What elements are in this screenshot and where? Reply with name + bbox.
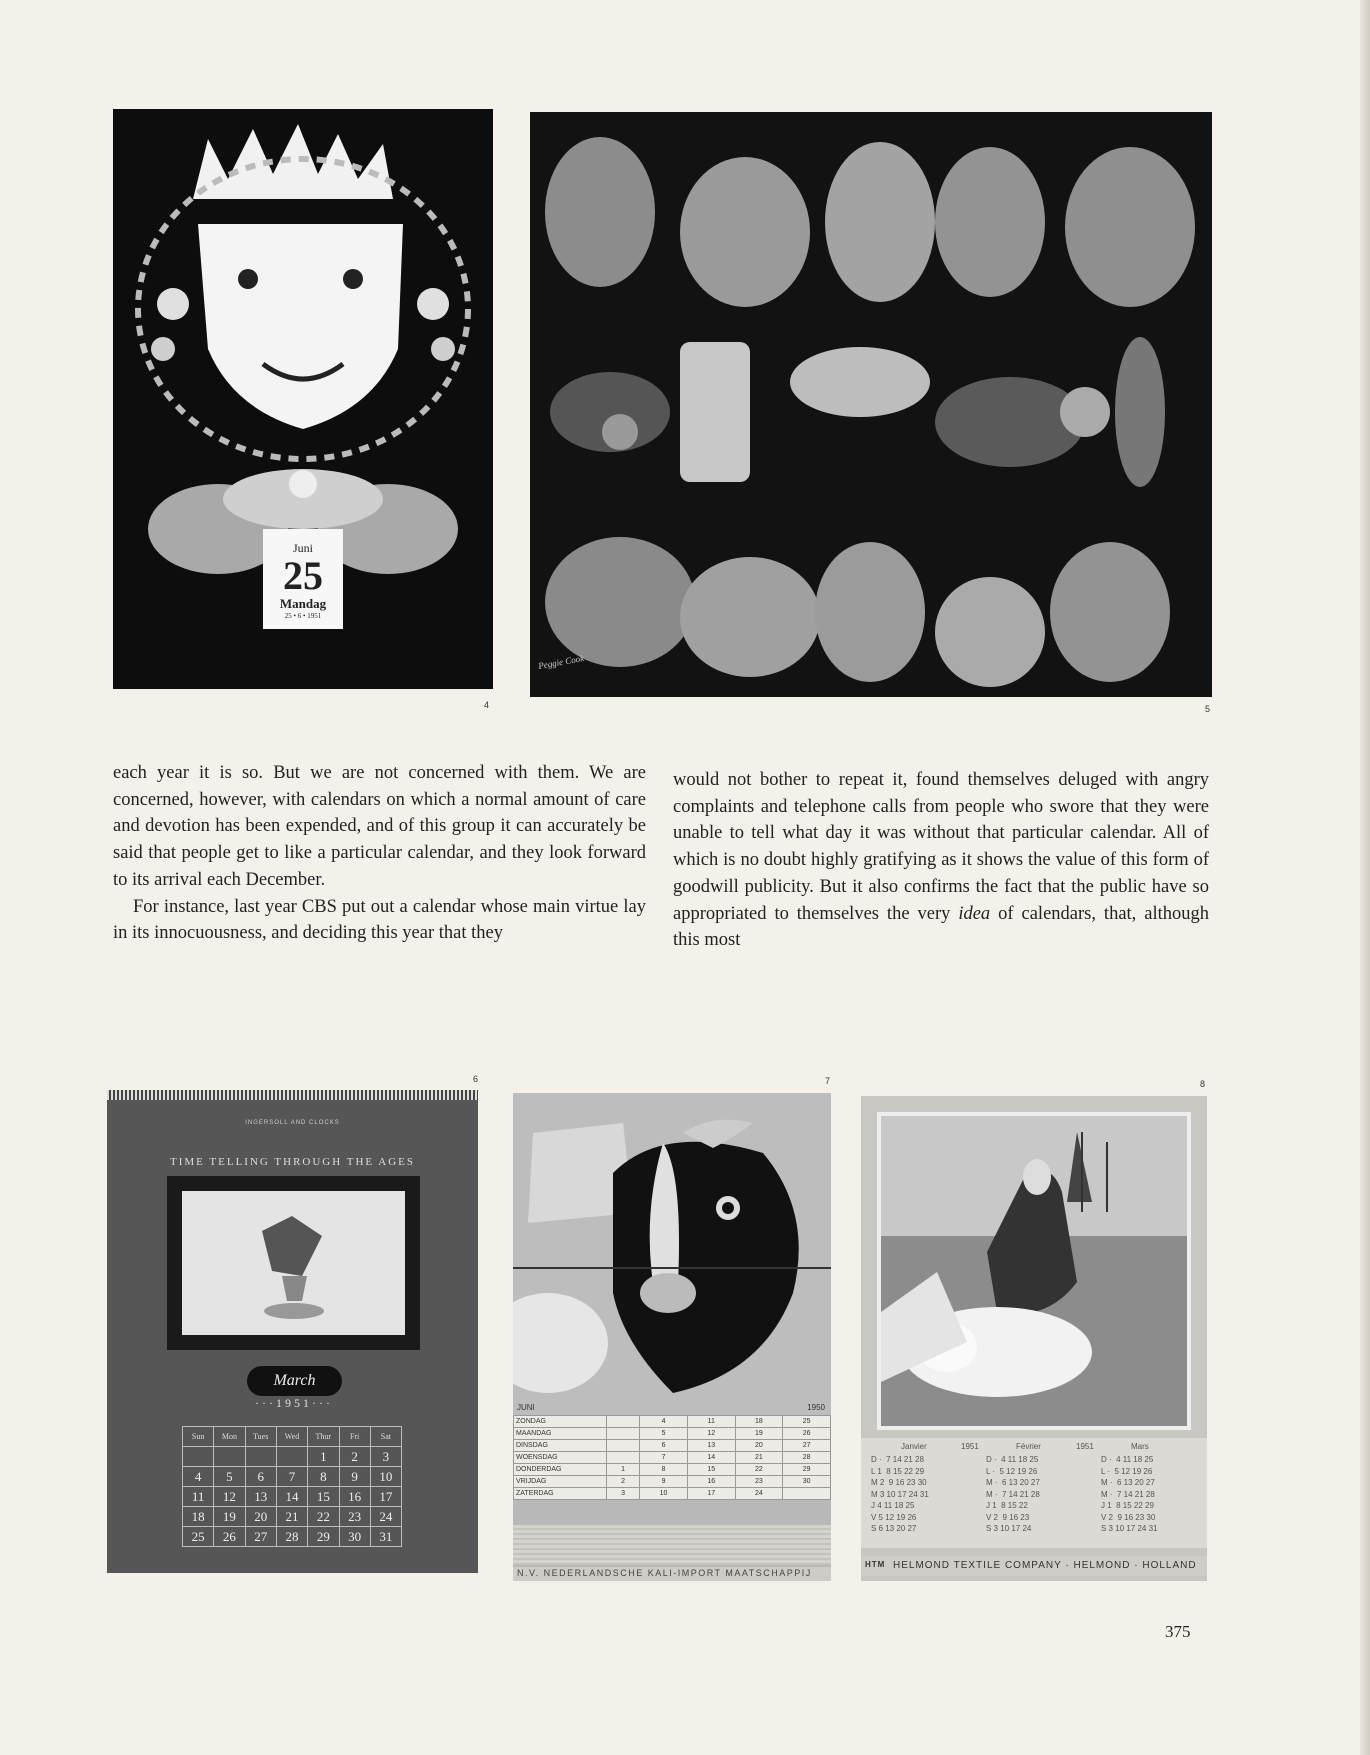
- day-cell: 9: [339, 1467, 370, 1487]
- day-cell: 21: [276, 1507, 307, 1527]
- day-cell: [245, 1447, 276, 1467]
- date-cell: 10: [640, 1488, 688, 1500]
- table-row: [514, 1428, 831, 1440]
- date-cell: [783, 1488, 831, 1500]
- date-cell: 3: [607, 1488, 640, 1500]
- picture-frame: [877, 1112, 1191, 1430]
- emphasis: idea: [958, 903, 991, 924]
- date-cell: [607, 1416, 640, 1428]
- tear-off-date-pad: [263, 529, 343, 629]
- day-cell: 18: [183, 1507, 214, 1527]
- paragraph-text: of calendars, that, although this most: [673, 903, 1209, 951]
- month-label: Janvier: [901, 1442, 927, 1451]
- text-column-right: [673, 767, 1209, 954]
- date-cell: 30: [783, 1476, 831, 1488]
- day-cell: 1: [308, 1447, 339, 1467]
- year-label: 1951: [1076, 1442, 1094, 1451]
- date-cell: 24: [735, 1488, 783, 1500]
- date-cell: [607, 1428, 640, 1440]
- date-cell: 18: [735, 1416, 783, 1428]
- day-cell: [183, 1447, 214, 1467]
- date-cell: 6: [640, 1440, 688, 1452]
- day-cell: 22: [308, 1507, 339, 1527]
- pad-day: 25: [283, 553, 323, 598]
- paragraph: each year it is so. But we are not concerned with them. We are concerned, however, with calendars on which a normal amount of care and devotion has been expended, and of this group it can accurately be said that people get to like a particular calendar, and they look forward to its arrival each December.: [113, 763, 646, 890]
- day-cell: 10: [370, 1467, 401, 1487]
- table-row: [514, 1488, 831, 1500]
- date-cell: 7: [640, 1452, 688, 1464]
- day-cell: 15: [308, 1487, 339, 1507]
- paragraph-text: would not bother to repeat it, found themselves deluged with angry complaints and telephone calls from people who swore that they were unable to tell what day it was without that particular calendar. All of which is no doubt highly gratifying as it shows the value of this form of goodwill publicity. But it also confirms the fact that the public have so appropriated to themselves the very: [673, 770, 1209, 924]
- date-cell: 14: [687, 1452, 735, 1464]
- month-grid: [182, 1426, 402, 1547]
- date-cell: 2: [607, 1476, 640, 1488]
- day-cell: [276, 1447, 307, 1467]
- day-cell: 31: [370, 1527, 401, 1547]
- date-cell: 11: [687, 1416, 735, 1428]
- spiral-binding: [107, 1090, 478, 1100]
- figure-7-number: 7: [825, 1076, 831, 1086]
- table-row: [514, 1416, 831, 1428]
- date-cell: 9: [640, 1476, 688, 1488]
- weekday-table: [513, 1415, 831, 1500]
- weekday-cell: WOENSDAG: [514, 1452, 607, 1464]
- month-label: Mars: [1131, 1442, 1149, 1451]
- date-cell: 26: [783, 1428, 831, 1440]
- paragraph: For instance, last year CBS put out a calendar whose main virtue lay in its innocuousness, and deciding this year that they: [113, 896, 646, 944]
- date-cell: 19: [735, 1428, 783, 1440]
- weekday-cell: DINSDAG: [514, 1440, 607, 1452]
- day-cell: 19: [214, 1507, 245, 1527]
- date-cell: 8: [640, 1464, 688, 1476]
- weekday-cell: ZATERDAG: [514, 1488, 607, 1500]
- calendar-header-small: INGERSOLL AND CLOCKS: [245, 1120, 340, 1126]
- day-cell: 7: [276, 1467, 307, 1487]
- artist-signature: Peggie Cook: [537, 653, 585, 671]
- framed-picture: [167, 1176, 420, 1350]
- day-cell: 24: [370, 1507, 401, 1527]
- table-row: [514, 1452, 831, 1464]
- day-cell: 4: [183, 1467, 214, 1487]
- page-edge: [1360, 0, 1370, 1755]
- calendar-footer: [513, 1567, 831, 1581]
- calendar-footer: [861, 1556, 1207, 1576]
- weekday-label: Mon: [214, 1427, 245, 1447]
- calendar-title: TIME TELLING THROUGH THE AGES: [170, 1156, 415, 1168]
- week-row: [183, 1487, 402, 1507]
- table-row: [514, 1476, 831, 1488]
- date-cell: 29: [783, 1464, 831, 1476]
- week-row: [183, 1467, 402, 1487]
- text-column-left: [113, 760, 646, 947]
- day-cell: 23: [339, 1507, 370, 1527]
- weekday-label: Tues: [245, 1427, 276, 1447]
- day-cell: 17: [370, 1487, 401, 1507]
- weekday-label: Sun: [183, 1427, 214, 1447]
- week-row: [183, 1527, 402, 1547]
- weekday-label: Fri: [339, 1427, 370, 1447]
- table-row: [514, 1464, 831, 1476]
- table-row: [514, 1440, 831, 1452]
- weekday-label: Wed: [276, 1427, 307, 1447]
- figure-8-number: 8: [1200, 1079, 1206, 1089]
- month-label: March: [273, 1372, 316, 1389]
- date-cell: 28: [783, 1452, 831, 1464]
- day-cell: 20: [245, 1507, 276, 1527]
- day-cell: [214, 1447, 245, 1467]
- table-month: JUNI: [517, 1403, 535, 1412]
- day-cell: 28: [276, 1527, 307, 1547]
- date-cell: 15: [687, 1464, 735, 1476]
- month-label: Février: [1016, 1442, 1041, 1451]
- weekday-header-row: [183, 1427, 402, 1447]
- fine-print-block: [513, 1525, 831, 1565]
- figure-4-number: 4: [484, 700, 490, 710]
- date-cell: 27: [783, 1440, 831, 1452]
- date-cell: 5: [640, 1428, 688, 1440]
- hourglass-sculpture-image: [182, 1191, 405, 1335]
- figure-6-number: 6: [473, 1074, 479, 1084]
- day-cell: 8: [308, 1467, 339, 1487]
- pad-date-line: 25 • 6 • 1951: [284, 612, 322, 620]
- figure-4-calendar: [113, 109, 493, 689]
- footer-company: HELMOND TEXTILE COMPANY · HELMOND · HOLLAND: [893, 1560, 1197, 1571]
- day-cell: 2: [339, 1447, 370, 1467]
- year-label: · · · 1 9 5 1 · · ·: [255, 1396, 330, 1410]
- picture-mat: [182, 1191, 405, 1335]
- month-badge: [247, 1366, 342, 1396]
- pad-month: Juni: [292, 541, 313, 555]
- date-cell: 25: [783, 1416, 831, 1428]
- three-month-calendar: [861, 1438, 1207, 1548]
- paragraph: [673, 767, 1209, 954]
- table-year: 1950: [807, 1403, 825, 1412]
- date-cell: [607, 1452, 640, 1464]
- figure-5-illustration: [530, 112, 1212, 697]
- week-row: [183, 1507, 402, 1527]
- tropical-feast-illustration: [530, 112, 1212, 697]
- year-label: 1951: [961, 1442, 979, 1451]
- figure-7-calendar: [513, 1093, 831, 1581]
- day-cell: 3: [370, 1447, 401, 1467]
- date-cell: 16: [687, 1476, 735, 1488]
- march-dates: D · 4 11 18 25 L · 5 12 19 26 M · 6 13 20 27 M · 7 14 21 28 J 1 8 15 22 29 V 2 9 16 23 30 S 3 10 17 24 31: [1101, 1455, 1158, 1533]
- day-cell: 25: [183, 1527, 214, 1547]
- date-cell: 1: [607, 1464, 640, 1476]
- day-cell: 29: [308, 1527, 339, 1547]
- page-number: 375: [1165, 1622, 1191, 1641]
- pad-weekday: Mandag: [279, 596, 327, 611]
- day-cell: 27: [245, 1527, 276, 1547]
- day-cell: 12: [214, 1487, 245, 1507]
- date-cell: 23: [735, 1476, 783, 1488]
- figure-5-number: 5: [1205, 704, 1211, 714]
- weekday-cell: VRIJDAG: [514, 1476, 607, 1488]
- week-row: [183, 1447, 402, 1467]
- weekday-cell: ZONDAG: [514, 1416, 607, 1428]
- day-cell: 16: [339, 1487, 370, 1507]
- date-cell: 22: [735, 1464, 783, 1476]
- day-cell: 26: [214, 1527, 245, 1547]
- weekday-label: Sat: [370, 1427, 401, 1447]
- date-cell: 12: [687, 1428, 735, 1440]
- figure-6-calendar: [107, 1090, 478, 1573]
- date-cell: 21: [735, 1452, 783, 1464]
- day-cell: 13: [245, 1487, 276, 1507]
- arctic-rider-illustration: [877, 1112, 1191, 1430]
- weekday-cell: MAANDAG: [514, 1428, 607, 1440]
- company-logo: HTM: [865, 1560, 886, 1569]
- weekday-cell: DONDERDAG: [514, 1464, 607, 1476]
- day-cell: 30: [339, 1527, 370, 1547]
- date-cell: [607, 1440, 640, 1452]
- day-cell: 5: [214, 1467, 245, 1487]
- footer-company: N.V. NEDERLANDSCHE KALI-IMPORT MAATSCHAPPIJ: [517, 1568, 812, 1578]
- date-cell: 17: [687, 1488, 735, 1500]
- february-dates: D · 4 11 18 25 L · 5 12 19 26 M · 6 13 20 27 M · 7 14 21 28 J 1 8 15 22 V 2 9 16 23 S 3 10 17 24: [986, 1455, 1040, 1533]
- day-cell: 14: [276, 1487, 307, 1507]
- figure-8-calendar: [861, 1096, 1207, 1581]
- cow-illustration: [513, 1093, 831, 1415]
- weekday-label: Thur: [308, 1427, 339, 1447]
- date-cell: 20: [735, 1440, 783, 1452]
- date-cell: 4: [640, 1416, 688, 1428]
- january-dates: D · 7 14 21 28 L 1 8 15 22 29 M 2 9 16 23 30 M 3 10 17 24 31 J 4 11 18 25 V 5 12 19 26 S 6 13 20 27: [871, 1455, 929, 1533]
- day-cell: 11: [183, 1487, 214, 1507]
- day-cell: 6: [245, 1467, 276, 1487]
- date-cell: 13: [687, 1440, 735, 1452]
